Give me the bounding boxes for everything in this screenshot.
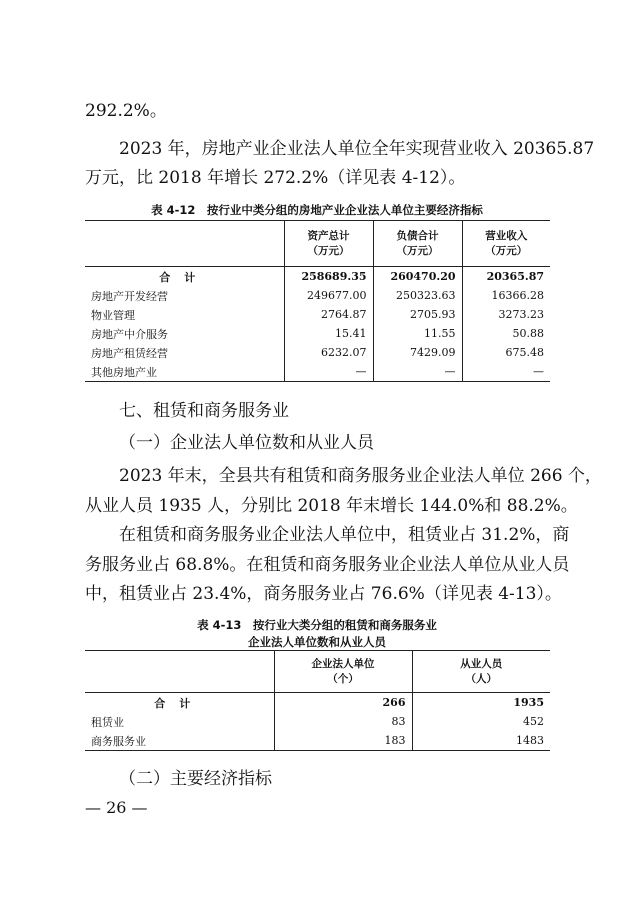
paragraph-line: 2023 年末，全县共有租赁和商务服务业企业法人单位 266 个，	[119, 466, 602, 486]
column-header: 从业人员 （人）	[412, 651, 550, 693]
cell-value: 7429.09	[373, 343, 462, 362]
cell-value: 16366.28	[462, 286, 550, 305]
column-header: 资产总计 （万元）	[284, 221, 373, 267]
table-row	[85, 343, 550, 362]
cell-value: —	[462, 362, 550, 382]
row-label: 房地产开发经营	[91, 289, 168, 303]
table-row	[85, 362, 550, 382]
column-header: 企业法人单位 （个）	[274, 651, 412, 693]
cell-value: —	[373, 362, 462, 382]
data-table-4-13	[85, 650, 550, 751]
subsection-heading: （一）企业法人单位数和从业人员	[119, 433, 374, 453]
cell-value: 266	[274, 693, 412, 713]
row-label: 房地产中介服务	[91, 327, 168, 341]
row-label: 合计	[159, 270, 210, 284]
table-row	[85, 286, 550, 305]
table-row	[85, 305, 550, 324]
cell-value: 249677.00	[284, 286, 373, 305]
cell-value: 83	[274, 712, 412, 731]
table-caption-line2: 企业法人单位数和从业人员	[248, 635, 386, 649]
page-number: — 26 —	[85, 798, 148, 817]
table-row	[85, 712, 550, 731]
cell-value: 2764.87	[284, 305, 373, 324]
cell-value: —	[284, 362, 373, 382]
cell-value: 6232.07	[284, 343, 373, 362]
section-heading: 七、租赁和商务服务业	[119, 401, 289, 421]
header-blank	[85, 221, 284, 267]
column-header: 负债合计 （万元）	[373, 221, 462, 267]
column-header: 营业收入 （万元）	[462, 221, 550, 267]
header-blank	[85, 651, 274, 693]
table-row	[85, 731, 550, 751]
row-label: 租赁业	[91, 715, 124, 729]
cell-value: 20365.87	[462, 267, 550, 287]
table-row-total	[85, 267, 550, 287]
cell-value: 675.48	[462, 343, 550, 362]
cell-value: 183	[274, 731, 412, 751]
row-label: 房地产租赁经营	[91, 346, 168, 360]
cell-value: 3273.23	[462, 305, 550, 324]
row-label: 其他房地产业	[91, 365, 157, 379]
data-table-4-12	[85, 220, 550, 382]
table-caption: 表 4-13 按行业大类分组的租赁和商务服务业	[197, 618, 437, 632]
subsection-heading: （二）主要经济指标	[119, 769, 272, 789]
row-label: 物业管理	[91, 308, 135, 322]
row-label: 商务服务业	[91, 734, 146, 748]
cell-value: 260470.20	[373, 267, 462, 287]
paragraph-continuation: 292.2%。	[85, 101, 167, 121]
cell-value: 15.41	[284, 324, 373, 343]
paragraph-line: 从业人员 1935 人，分别比 2018 年末增长 144.0%和 88.2%。	[85, 496, 578, 516]
paragraph-line: 在租赁和商务服务业企业法人单位中，租赁业占 31.2%，商	[119, 525, 570, 545]
paragraph-line: 中，租赁业占 23.4%，商务服务业占 76.6%（详见表 4-13）。	[85, 584, 562, 604]
cell-value: 1483	[412, 731, 550, 751]
table-caption: 表 4-12 按行业中类分组的房地产业企业法人单位主要经济指标	[151, 203, 483, 217]
paragraph-line: 务服务业占 68.8%。在租赁和商务服务业企业法人单位从业人员	[85, 555, 570, 575]
cell-value: 2705.93	[373, 305, 462, 324]
cell-value: 258689.35	[284, 267, 373, 287]
cell-value: 452	[412, 712, 550, 731]
paragraph-line: 万元，比 2018 年增长 272.2%（详见表 4-12）。	[85, 168, 466, 188]
cell-value: 50.88	[462, 324, 550, 343]
cell-value: 11.55	[373, 324, 462, 343]
table-row-total	[85, 693, 550, 713]
cell-value: 250323.63	[373, 286, 462, 305]
cell-value: 1935	[412, 693, 550, 713]
row-label: 合计	[154, 696, 205, 710]
table-row	[85, 324, 550, 343]
paragraph-line: 2023 年，房地产业企业法人单位全年实现营业收入 20365.87	[119, 139, 595, 159]
